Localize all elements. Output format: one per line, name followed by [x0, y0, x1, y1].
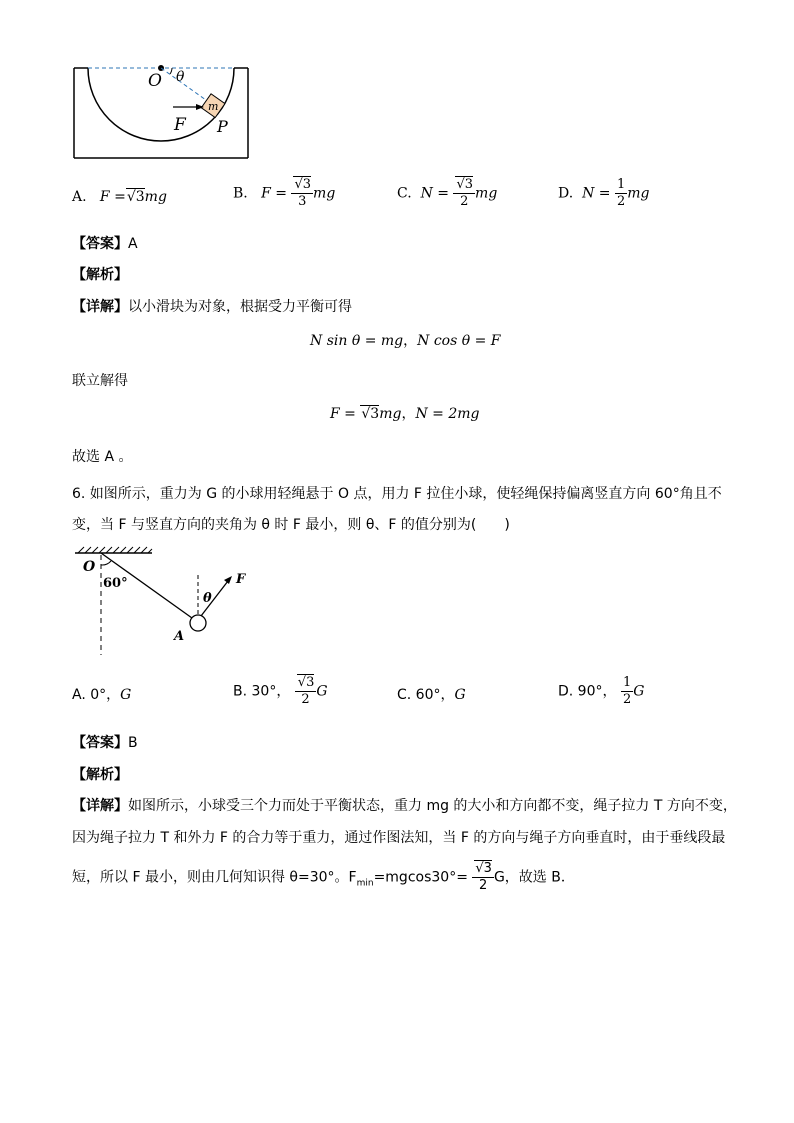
theta-arc: [170, 68, 172, 74]
label-m: m: [208, 100, 219, 113]
label-theta: θ: [176, 69, 185, 85]
q5-equation-2: F = √ 3mg，N = 2mg: [330, 404, 479, 424]
label-O: O: [148, 71, 162, 91]
label-F: F: [174, 115, 186, 135]
q6-option-d: D. 90°， $\frac{1}{2}$ G: [558, 675, 645, 707]
label-P: P: [217, 117, 228, 136]
q6-option-a: A. 0°，G: [72, 687, 132, 703]
q5-option-c: C. N = √ $\frac{3}{2}$ mg: [397, 177, 497, 210]
q6-detail-line-3: 短，所以 F 最小，则由几何知识得 θ=30°。$F_{min}=mgcos30^\circ=$ √ $\frac{3}{2}$ G，故选 B．: [72, 861, 575, 894]
q5-analysis-tag: 【解析】: [72, 267, 128, 283]
q5-answer-line: 【答案】A: [72, 236, 138, 252]
figure-pendulum: [70, 545, 260, 660]
q6-option-c: C. 60°，G: [397, 687, 466, 703]
q5-detail-line: 【详解】以小滑块为对象，根据受力平衡可得: [72, 299, 352, 315]
q5-option-a: A. F =√ 3mg: [72, 187, 167, 207]
label-A: A: [174, 629, 185, 644]
ball-A: [190, 615, 206, 631]
q6-analysis-tag: 【解析】: [72, 767, 128, 783]
q6-stem-line-1: 6. 如图所示，重力为 G 的小球用轻绳悬于 O 点，用力 F 拉住小球，使轻绳保持偏离竖直方向 60°角且不: [72, 486, 722, 502]
label-theta: θ: [203, 591, 212, 606]
q6-detail-line-1: 【详解】如图所示，小球受三个力而处于平衡状态，重力 mg 的大小和方向都不变，绳子拉力 T 方向不变，: [72, 798, 737, 814]
label-F: F: [236, 572, 246, 587]
q6-option-b: B. 30°， √ $\frac{3}{2}$ G: [233, 675, 328, 708]
q5-equation-1: N sin θ = mg，N cos θ = F: [310, 333, 501, 349]
radius-dashed-line: [161, 68, 213, 105]
label-60: 60°: [103, 576, 128, 591]
force-F-head: [224, 576, 232, 584]
figure-bowl: [70, 60, 255, 165]
q5-conclusion: 故选 A 。: [72, 449, 133, 465]
ceiling-hatch: [78, 547, 152, 553]
q5-combine-text: 联立解得: [72, 373, 128, 389]
q6-stem-line-2: 变，当 F 与竖直方向的夹角为 θ 时 F 最小，则 θ、F 的值分别为( ): [72, 517, 510, 533]
q6-detail-line-2: 因为绳子拉力 T 和外力 F 的合力等于重力，通过作图法知，当 F 的方向与绳子方向垂直时，由于垂线段最: [72, 830, 726, 846]
angle-60-arc: [101, 561, 111, 565]
label-O: O: [83, 559, 96, 575]
q5-option-d: D. N = $\frac{1}{2}$ mg: [558, 177, 650, 209]
q5-option-b: B. F = √ $\frac{3}{3}$ mg: [233, 177, 335, 210]
q6-answer-line: 【答案】B: [72, 735, 138, 751]
